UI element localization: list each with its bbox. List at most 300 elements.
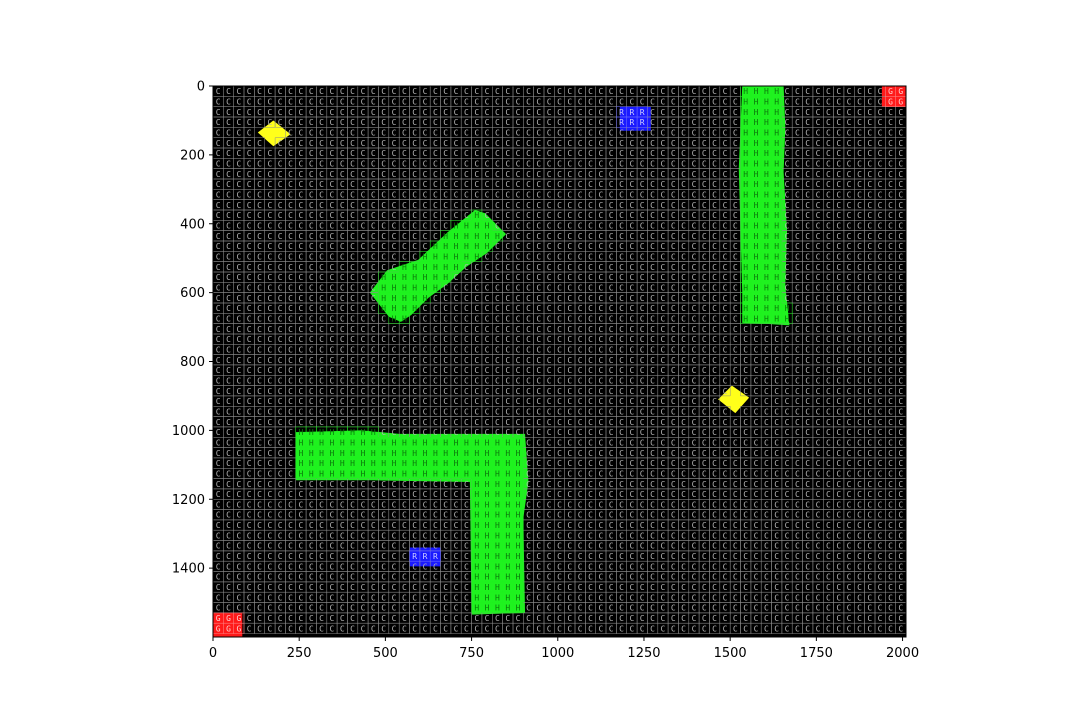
cell-letter: C [609, 242, 614, 251]
cell-letter: C [443, 108, 448, 117]
cell-letter: C [826, 376, 831, 385]
cell-letter: C [836, 521, 841, 530]
cell-letter: C [423, 407, 428, 416]
cell-letter: C [588, 459, 593, 468]
cell-letter: C [257, 583, 262, 592]
cell-letter: H [495, 583, 500, 592]
cell-letter: C [598, 418, 603, 427]
cell-letter: H [464, 222, 469, 231]
cell-letter: C [588, 552, 593, 561]
cell-letter: C [816, 500, 821, 509]
cell-letter: C [660, 345, 665, 354]
cell-letter: H [743, 139, 748, 148]
cell-letter: H [464, 232, 469, 241]
cell-letter: H [764, 160, 769, 169]
cell-letter: C [340, 222, 345, 231]
cell-letter: G [226, 624, 231, 633]
cell-letter: C [702, 315, 707, 324]
cell-letter: C [536, 242, 541, 251]
cell-letter: C [392, 500, 397, 509]
cell-letter: C [878, 315, 883, 324]
cell-letter: H [743, 284, 748, 293]
cell-letter: H [485, 242, 490, 251]
cell-letter: C [692, 170, 697, 179]
cell-letter: C [433, 335, 438, 344]
cell-letter: C [526, 108, 531, 117]
cell-letter: H [423, 438, 428, 447]
cell-letter: C [526, 397, 531, 406]
cell-letter: H [433, 263, 438, 272]
cell-letter: H [774, 98, 779, 107]
cell-letter: H [371, 449, 376, 458]
cell-letter: H [754, 284, 759, 293]
cell-letter: C [267, 552, 272, 561]
cell-letter: C [226, 180, 231, 189]
cell-letter: C [423, 87, 428, 96]
cell-letter: C [298, 294, 303, 303]
cell-letter: C [681, 583, 686, 592]
cell-letter: C [692, 98, 697, 107]
cell-letter: C [774, 604, 779, 613]
cell-letter: C [609, 304, 614, 313]
cell-letter: C [267, 201, 272, 210]
cell-letter: C [536, 366, 541, 375]
cell-letter: C [474, 284, 479, 293]
cell-letter: C [609, 160, 614, 169]
cell-letter: C [547, 449, 552, 458]
cell-letter: C [733, 118, 738, 127]
cell-letter: C [278, 232, 283, 241]
cell-letter: C [226, 459, 231, 468]
cell-letter: C [588, 449, 593, 458]
cell-letter: C [454, 149, 459, 158]
cell-letter: H [423, 284, 428, 293]
cell-letter: C [454, 294, 459, 303]
cell-letter: C [381, 191, 386, 200]
cell-letter: C [795, 304, 800, 313]
cell-letter: C [309, 160, 314, 169]
cell-letter: C [350, 624, 355, 633]
cell-letter: C [836, 366, 841, 375]
cell-letter: C [816, 480, 821, 489]
cell-letter: C [723, 284, 728, 293]
cell-letter: C [898, 469, 903, 478]
cell-letter: C [847, 304, 852, 313]
cell-letter: C [888, 490, 893, 499]
cell-letter: C [609, 376, 614, 385]
cell-letter: C [712, 366, 717, 375]
cell-letter: C [898, 407, 903, 416]
cell-letter: C [247, 511, 252, 520]
cell-letter: C [216, 87, 221, 96]
cell-letter: C [526, 469, 531, 478]
cell-letter: C [588, 345, 593, 354]
cell-letter: C [536, 573, 541, 582]
cell-letter: H [754, 201, 759, 210]
cell-letter: C [495, 284, 500, 293]
cell-letter: C [505, 160, 510, 169]
cell-letter: H [485, 490, 490, 499]
cell-letter: H [433, 253, 438, 262]
cell-letter: C [857, 284, 862, 293]
cell-letter: C [898, 263, 903, 272]
cell-letter: C [392, 139, 397, 148]
cell-letter: C [226, 253, 231, 262]
cell-letter: C [392, 521, 397, 530]
cell-letter: C [371, 191, 376, 200]
cell-letter: C [857, 407, 862, 416]
cell-letter: C [619, 459, 624, 468]
cell-letter: C [495, 242, 500, 251]
cell-letter: C [278, 397, 283, 406]
cell-letter: C [619, 552, 624, 561]
cell-letter: C [536, 511, 541, 520]
cell-letter: H [340, 449, 345, 458]
cell-letter: C [785, 263, 790, 272]
cell-letter: C [660, 232, 665, 241]
cell-letter: C [236, 191, 241, 200]
cell-letter: C [226, 160, 231, 169]
cell-letter: C [567, 593, 572, 602]
cell-letter: C [578, 87, 583, 96]
cell-letter: C [329, 129, 334, 138]
cell-letter: C [547, 593, 552, 602]
cell-letter: C [257, 542, 262, 551]
cell-letter: H [764, 98, 769, 107]
cell-letter: C [371, 180, 376, 189]
cell-letter: C [660, 201, 665, 210]
cell-letter: C [216, 180, 221, 189]
cell-letter: H [474, 604, 479, 613]
cell-letter: C [878, 335, 883, 344]
cell-letter: C [733, 149, 738, 158]
cell-letter: C [433, 222, 438, 231]
cell-letter: C [598, 469, 603, 478]
cell-letter: C [640, 418, 645, 427]
cell-letter: C [867, 242, 872, 251]
cell-letter: C [371, 407, 376, 416]
cell-letter: C [423, 201, 428, 210]
cell-letter: C [412, 500, 417, 509]
cell-letter: C [692, 139, 697, 148]
cell-letter: C [785, 222, 790, 231]
cell-letter: C [640, 98, 645, 107]
cell-letter: H [516, 490, 521, 499]
cell-letter: C [464, 263, 469, 272]
cell-letter: C [774, 614, 779, 623]
cell-letter: C [733, 201, 738, 210]
cell-letter: C [774, 449, 779, 458]
x-tick-label: 2000 [886, 646, 919, 661]
cell-letter: C [298, 139, 303, 148]
cell-letter: C [423, 335, 428, 344]
cell-letter: C [381, 170, 386, 179]
cell-letter: C [723, 480, 728, 489]
cell-letter: C [474, 387, 479, 396]
cell-letter: C [826, 170, 831, 179]
cell-letter: C [319, 284, 324, 293]
cell-letter: C [826, 232, 831, 241]
cell-letter: C [247, 315, 252, 324]
cell-letter: C [257, 552, 262, 561]
cell-letter: C [847, 376, 852, 385]
cell-letter: C [267, 511, 272, 520]
cell-letter: C [329, 521, 334, 530]
cell-letter: H [516, 542, 521, 551]
cell-letter: H [298, 428, 303, 437]
cell-letter: C [412, 490, 417, 499]
cell-letter: C [309, 511, 314, 520]
cell-letter: C [309, 170, 314, 179]
cell-letter: C [609, 87, 614, 96]
cell-letter: C [878, 593, 883, 602]
cell-letter: C [474, 356, 479, 365]
cell-letter: C [629, 542, 634, 551]
cell-letter: C [236, 263, 241, 272]
cell-letter: C [433, 366, 438, 375]
cell-letter: C [381, 242, 386, 251]
cell-letter: C [412, 583, 417, 592]
cell-letter: C [402, 604, 407, 613]
cell-letter: C [329, 160, 334, 169]
cell-letter: C [226, 315, 231, 324]
cell-letter: C [288, 87, 293, 96]
cell-letter: C [454, 521, 459, 530]
cell-letter: C [878, 98, 883, 107]
cell-letter: C [785, 397, 790, 406]
cell-letter: C [816, 129, 821, 138]
cell-letter: C [526, 604, 531, 613]
cell-letter: C [764, 397, 769, 406]
cell-letter: C [774, 573, 779, 582]
cell-letter: C [319, 211, 324, 220]
cell-letter: C [454, 129, 459, 138]
cell-letter: C [247, 253, 252, 262]
cell-letter: C [567, 222, 572, 231]
cell-letter: C [888, 211, 893, 220]
cell-letter: C [547, 407, 552, 416]
cell-letter: C [785, 180, 790, 189]
cell-letter: C [423, 242, 428, 251]
cell-letter: C [733, 500, 738, 509]
cell-letter: C [816, 108, 821, 117]
cell-letter: C [361, 376, 366, 385]
cell-letter: C [609, 325, 614, 334]
cell-letter: C [733, 284, 738, 293]
cell-letter: C [257, 531, 262, 540]
cell-letter: C [340, 366, 345, 375]
cell-letter: C [733, 604, 738, 613]
cell-letter: C [278, 242, 283, 251]
cell-letter: C [743, 480, 748, 489]
cell-letter: C [702, 490, 707, 499]
cell-letter: C [692, 562, 697, 571]
cell-letter: C [702, 304, 707, 313]
cell-letter: C [588, 170, 593, 179]
cell-letter: C [609, 118, 614, 127]
cell-letter: C [247, 562, 252, 571]
cell-letter: C [629, 614, 634, 623]
cell-letter: C [247, 490, 252, 499]
cell-letter: C [495, 170, 500, 179]
cell-letter: C [598, 325, 603, 334]
cell-letter: C [743, 542, 748, 551]
cell-letter: C [588, 118, 593, 127]
cell-letter: C [816, 573, 821, 582]
cell-letter: C [878, 397, 883, 406]
cell-letter: C [609, 397, 614, 406]
cell-letter: C [329, 139, 334, 148]
cell-letter: C [454, 356, 459, 365]
cell-letter: C [588, 511, 593, 520]
cell-letter: C [847, 614, 852, 623]
cell-letter: C [650, 428, 655, 437]
cell-letter: C [785, 294, 790, 303]
cell-letter: C [278, 201, 283, 210]
cell-letter: C [247, 149, 252, 158]
cell-letter: C [692, 253, 697, 262]
cell-letter: C [826, 583, 831, 592]
cell-letter: C [650, 490, 655, 499]
cell-letter: C [485, 315, 490, 324]
cell-letter: C [702, 469, 707, 478]
cell-letter: C [640, 149, 645, 158]
cell-letter: C [702, 211, 707, 220]
y-tick-label: 1000 [172, 424, 205, 439]
cell-letter: C [888, 614, 893, 623]
cell-letter: C [350, 294, 355, 303]
cell-letter: C [423, 531, 428, 540]
cell-letter: C [650, 139, 655, 148]
cell-letter: C [816, 149, 821, 158]
cell-letter: C [402, 170, 407, 179]
cell-letter: C [629, 98, 634, 107]
cell-letter: C [329, 170, 334, 179]
cell-letter: C [392, 573, 397, 582]
cell-letter: C [723, 542, 728, 551]
cell-letter: C [361, 232, 366, 241]
cell-letter: G [226, 614, 231, 623]
cell-letter: C [867, 366, 872, 375]
cell-letter: C [650, 500, 655, 509]
cell-letter: C [588, 304, 593, 313]
cell-letter: H [764, 273, 769, 282]
cell-letter: C [412, 345, 417, 354]
cell-letter: C [619, 593, 624, 602]
cell-letter: C [257, 562, 262, 571]
cell-letter: C [867, 211, 872, 220]
cell-letter: C [371, 139, 376, 148]
cell-letter: C [836, 284, 841, 293]
cell-letter: C [588, 242, 593, 251]
cell-letter: C [578, 242, 583, 251]
cell-letter: C [557, 180, 562, 189]
cell-letter: C [867, 273, 872, 282]
cell-letter: C [692, 294, 697, 303]
cell-letter: C [567, 438, 572, 447]
cell-letter: C [640, 356, 645, 365]
cell-letter: C [433, 562, 438, 571]
cell-letter: C [247, 170, 252, 179]
cell-letter: C [361, 418, 366, 427]
cell-letter: C [743, 614, 748, 623]
cell-letter: C [361, 500, 366, 509]
cell-letter: H [454, 449, 459, 458]
cell-letter: C [888, 232, 893, 241]
cell-letter: C [743, 325, 748, 334]
cell-letter: C [267, 294, 272, 303]
cell-letter: C [702, 191, 707, 200]
x-tick-label: 750 [459, 646, 484, 661]
cell-letter: C [650, 284, 655, 293]
cell-letter: C [319, 304, 324, 313]
cell-letter: C [816, 438, 821, 447]
cell-letter: H [774, 160, 779, 169]
cell-letter: C [598, 407, 603, 416]
cell-letter: C [857, 480, 862, 489]
cell-letter: C [795, 562, 800, 571]
cell-letter: C [547, 624, 552, 633]
cell-letter: C [226, 521, 231, 530]
cell-letter: C [795, 160, 800, 169]
cell-letter: C [392, 407, 397, 416]
cell-letter: C [454, 108, 459, 117]
cell-letter: R [640, 108, 645, 117]
cell-letter: C [392, 325, 397, 334]
cell-letter: C [547, 201, 552, 210]
cell-letter: C [557, 624, 562, 633]
cell-letter: C [816, 160, 821, 169]
cell-letter: C [371, 129, 376, 138]
cell-letter: C [433, 614, 438, 623]
cell-letter: C [433, 428, 438, 437]
cell-letter: C [609, 469, 614, 478]
cell-letter: H [754, 129, 759, 138]
cell-letter: C [516, 149, 521, 158]
cell-letter: C [836, 242, 841, 251]
cell-letter: C [423, 562, 428, 571]
cell-letter: C [536, 552, 541, 561]
cell-letter: C [785, 490, 790, 499]
cell-letter: C [888, 521, 893, 530]
cell-letter: C [278, 345, 283, 354]
cell-letter: C [702, 294, 707, 303]
cell-letter: H [309, 469, 314, 478]
cell-letter: C [619, 139, 624, 148]
cell-letter: C [288, 180, 293, 189]
cell-letter: C [350, 593, 355, 602]
cell-letter: C [371, 500, 376, 509]
cell-letter: C [216, 583, 221, 592]
cell-letter: C [847, 325, 852, 334]
cell-letter: C [474, 407, 479, 416]
cell-letter: C [567, 273, 572, 282]
cell-letter: C [743, 604, 748, 613]
cell-letter: C [692, 593, 697, 602]
cell-letter: C [660, 531, 665, 540]
cell-letter: C [774, 459, 779, 468]
cell-letter: H [764, 139, 769, 148]
cell-letter: C [836, 624, 841, 633]
cell-letter: H [423, 253, 428, 262]
cell-letter: C [247, 108, 252, 117]
cell-letter: C [247, 531, 252, 540]
cell-letter: C [609, 211, 614, 220]
cell-letter: C [288, 129, 293, 138]
cell-letter: C [692, 521, 697, 530]
cell-letter: C [485, 98, 490, 107]
cell-letter: C [361, 284, 366, 293]
